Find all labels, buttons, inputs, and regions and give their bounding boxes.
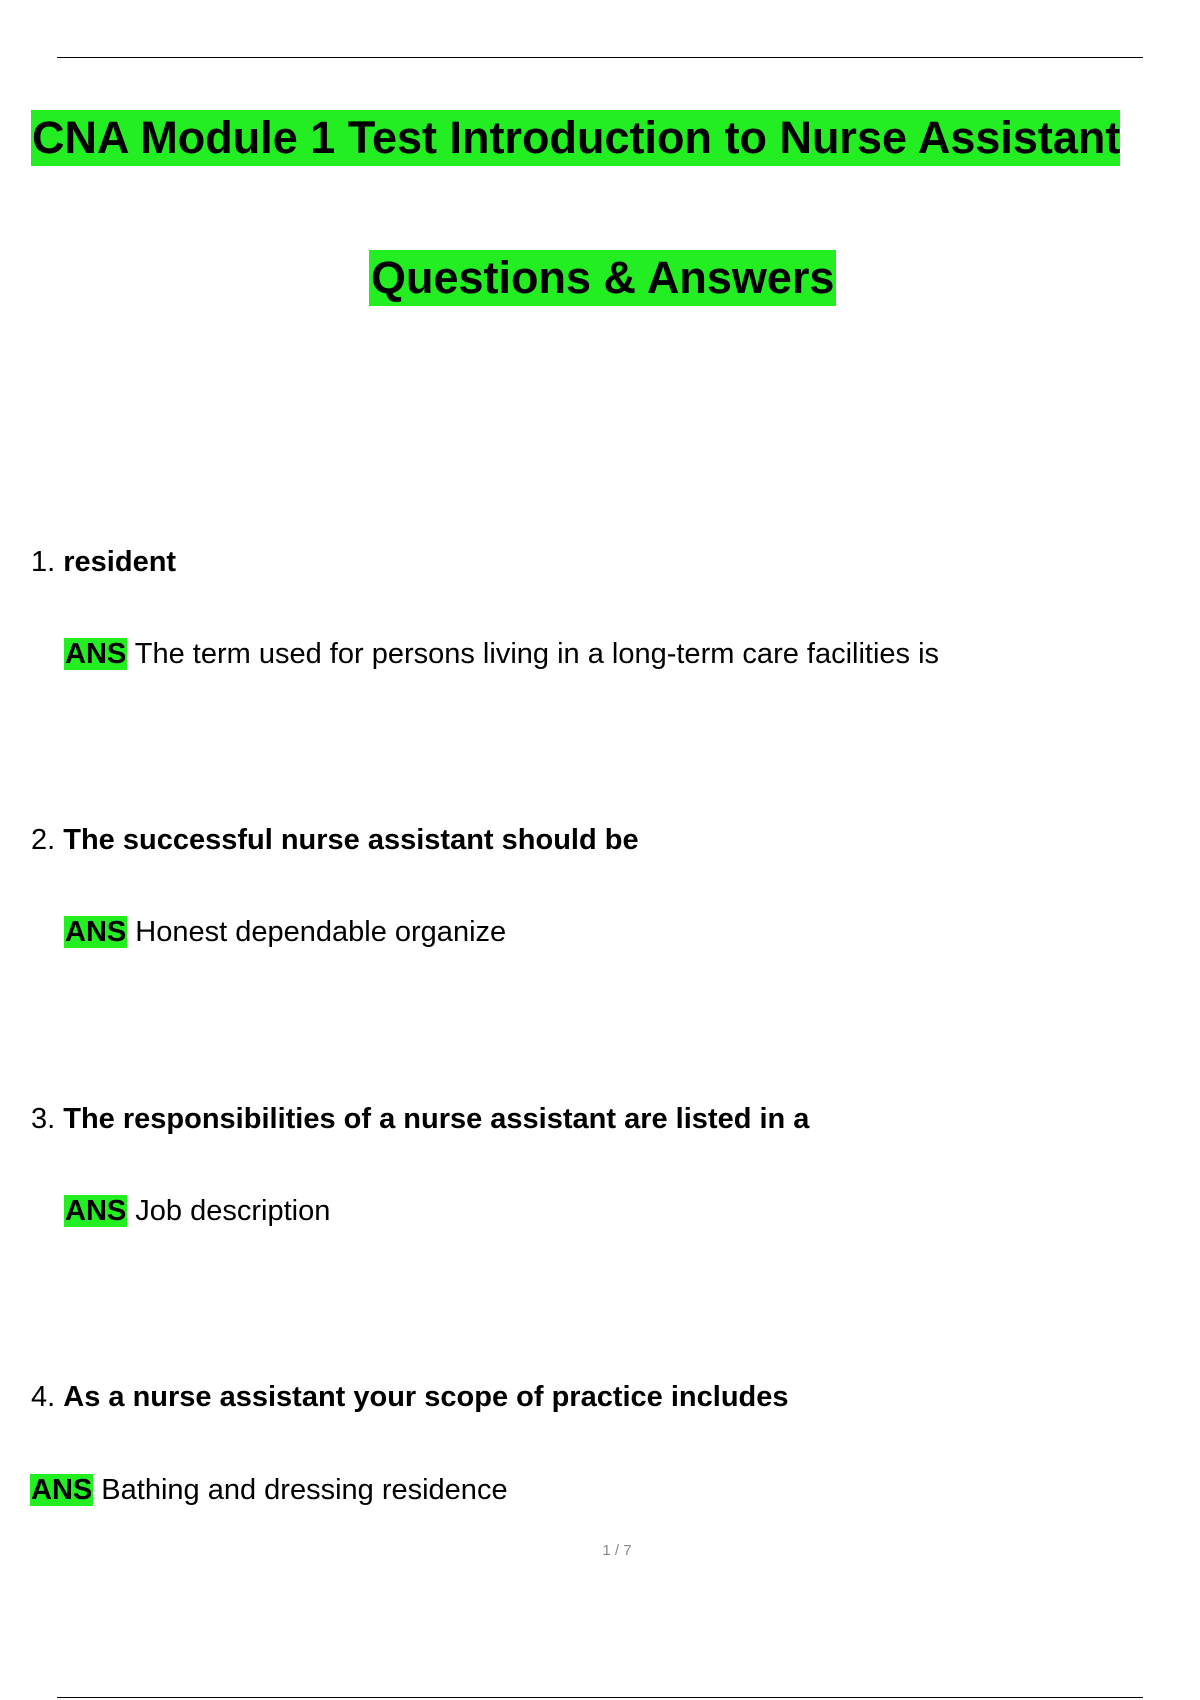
answer-3 — [64, 1193, 330, 1229]
question-number: 1. — [31, 546, 56, 578]
answer-text: Bathing and dressing residence — [101, 1474, 508, 1506]
answer-text: Honest dependable organize — [135, 916, 507, 948]
document-title — [31, 110, 1200, 166]
question-number: 4. — [31, 1381, 56, 1413]
answer-1 — [64, 636, 939, 672]
question-text: resident — [63, 546, 177, 578]
question-text: As a nurse assistant your scope of practice includes — [63, 1381, 789, 1413]
question-number: 3. — [31, 1103, 56, 1135]
bottom-rule — [57, 1697, 1143, 1698]
question-number: 2. — [31, 824, 56, 856]
page-indicator: 1 / 7 — [602, 1542, 632, 1559]
answer-tag: ANS — [65, 916, 127, 948]
question-text: The successful nurse assistant should be — [63, 824, 639, 856]
answer-tag: ANS — [65, 638, 127, 670]
document-subtitle — [369, 250, 836, 306]
answer-tag: ANS — [65, 1195, 127, 1227]
question-4 — [31, 1379, 789, 1415]
answer-text: The term used for persons living in a long-term care facilities is — [134, 638, 940, 670]
document-subtitle-text: Questions & Answers — [369, 250, 836, 306]
answer-2 — [64, 914, 506, 950]
top-rule — [57, 57, 1143, 58]
question-text: The responsibilities of a nurse assistant are listed in a — [63, 1103, 810, 1135]
answer-tag: ANS — [31, 1474, 93, 1506]
document-title-text: CNA Module 1 Test Introduction to Nurse Assistant — [31, 110, 1120, 166]
answer-4 — [30, 1472, 508, 1508]
question-1 — [31, 544, 176, 580]
answer-text: Job description — [135, 1195, 331, 1227]
question-2 — [31, 822, 639, 858]
question-3 — [31, 1101, 809, 1137]
